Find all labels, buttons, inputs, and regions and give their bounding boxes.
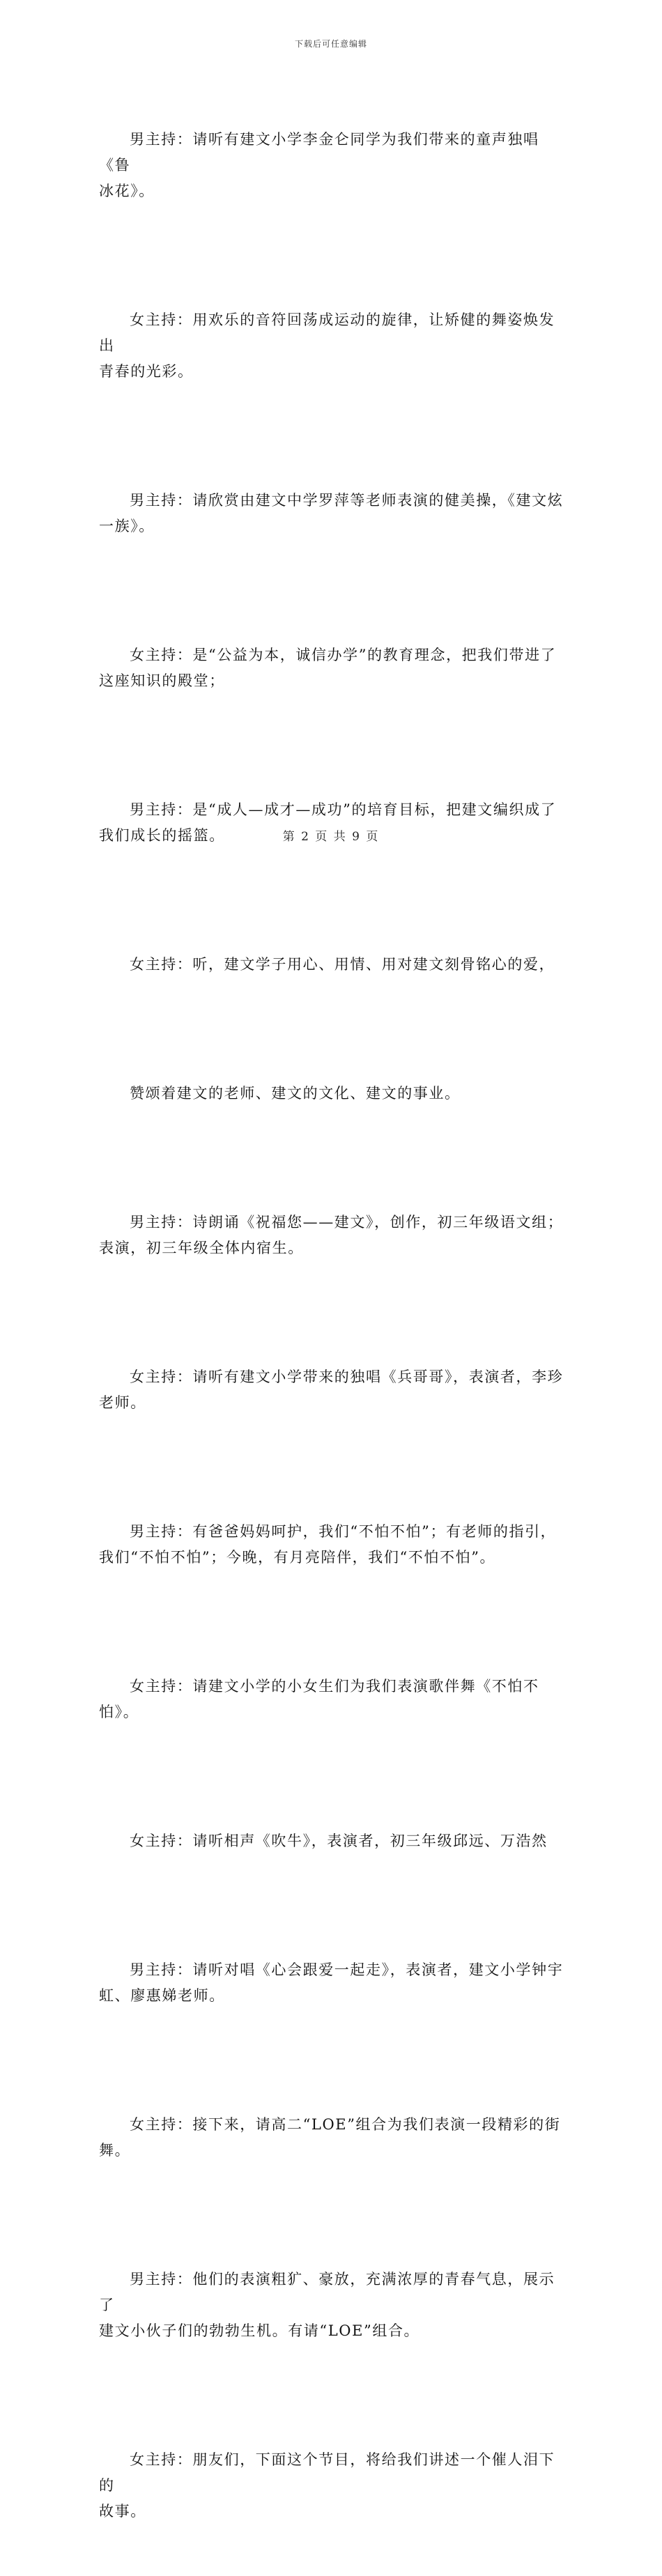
paragraph-12	[99, 1777, 564, 1906]
page-footer: 第 2 页 共 9 页	[282, 830, 380, 844]
paragraph-5	[99, 746, 564, 900]
paragraph-8	[99, 1158, 564, 1313]
paragraph-line: 男主持：请欣赏由建文中学罗萍等老师表演的健美操，《建文炫	[130, 492, 564, 509]
paragraph-line: 男主持：是“成人—成才—成功”的培育目标，把建文编织成了	[130, 801, 557, 818]
paragraph-line: 女主持：请听相声《吹牛》，表演者，初三年级邱远、万浩然	[130, 1833, 548, 1849]
paragraph-line: 女主持：用欢乐的音符回荡成运动的旋律，让矫健的舞姿焕发出	[99, 311, 555, 354]
paragraph-line: 这座知识的殿堂；	[99, 672, 225, 689]
paragraph-line: 女主持：接下来，请高二“LOE”组合为我们表演一段精彩的街舞。	[99, 2116, 561, 2159]
paragraph-line: 故事。	[99, 2503, 146, 2520]
paragraph-13	[99, 1906, 564, 2060]
paragraph-line: 男主持：他们的表演粗犷、豪放，充满浓厚的青春气息，展示了	[99, 2271, 555, 2313]
paragraph-7	[99, 1029, 564, 1158]
paragraph-line: 女主持：是“公益为本，诚信办学”的教育理念，把我们带进了	[130, 647, 557, 663]
paragraph-9	[99, 1313, 564, 1467]
paragraph-line: 女主持：请建文小学的小女生们为我们表演歌伴舞《不怕不怕》。	[99, 1678, 539, 1720]
paragraph-16	[99, 2396, 564, 2576]
paragraph-line: 男主持：诗朗诵《祝福您——建文》，创作，初三年级语文组；	[130, 1214, 564, 1231]
paragraph-14	[99, 2060, 564, 2215]
document-body	[99, 75, 564, 2576]
paragraph-line: 我们成长的摇篮。	[99, 827, 225, 844]
paragraph-line: 赞颂着建文的老师、建文的文化、建文的事业。	[130, 1085, 461, 1102]
paragraph-line: 青春的光彩。	[99, 363, 194, 380]
paragraph-line: 男主持：请听有建文小学李金仑同学为我们带来的童声独唱《鲁	[99, 131, 539, 173]
paragraph-line: 一族》。	[99, 518, 155, 534]
paragraph-line: 女主持：听，建文学子用心、用情、用对建文刻骨铭心的爱，	[130, 956, 555, 973]
paragraph-4	[99, 591, 564, 746]
paragraph-2	[99, 256, 564, 436]
paragraph-3	[99, 436, 564, 591]
paragraph-1	[99, 75, 564, 256]
paragraph-11	[99, 1622, 564, 1777]
paragraph-line: 男主持：有爸爸妈妈呵护，我们“不怕不怕”；有老师的指引，	[130, 1523, 557, 1540]
paragraph-line: 男主持：请听对唱《心会跟爱一起走》，表演者，建文小学钟宇	[130, 1961, 564, 1978]
paragraph-line: 女主持：请听有建文小学带来的独唱《兵哥哥》，表演者，李珍	[130, 1368, 564, 1385]
paragraph-line: 表演，初三年级全体内宿生。	[99, 1240, 304, 1256]
paragraph-line: 女主持：朋友们，下面这个节目，将给我们讲述一个催人泪下的	[99, 2451, 555, 2494]
paragraph-line: 冰花》。	[99, 183, 155, 199]
paragraph-6	[99, 900, 564, 1029]
paragraph-line: 老师。	[99, 1394, 146, 1411]
paragraph-line: 建文小伙子们的勃勃生机。有请“LOE”组合。	[99, 2322, 420, 2339]
paragraph-line: 虹、廖惠娣老师。	[99, 1987, 225, 2004]
paragraph-15	[99, 2215, 564, 2396]
paragraph-line: 我们“不怕不怕”；今晚，有月亮陪伴，我们“不怕不怕”。	[99, 1549, 496, 1566]
page-header: 下载后可任意编辑	[294, 39, 367, 49]
paragraph-10	[99, 1467, 564, 1622]
